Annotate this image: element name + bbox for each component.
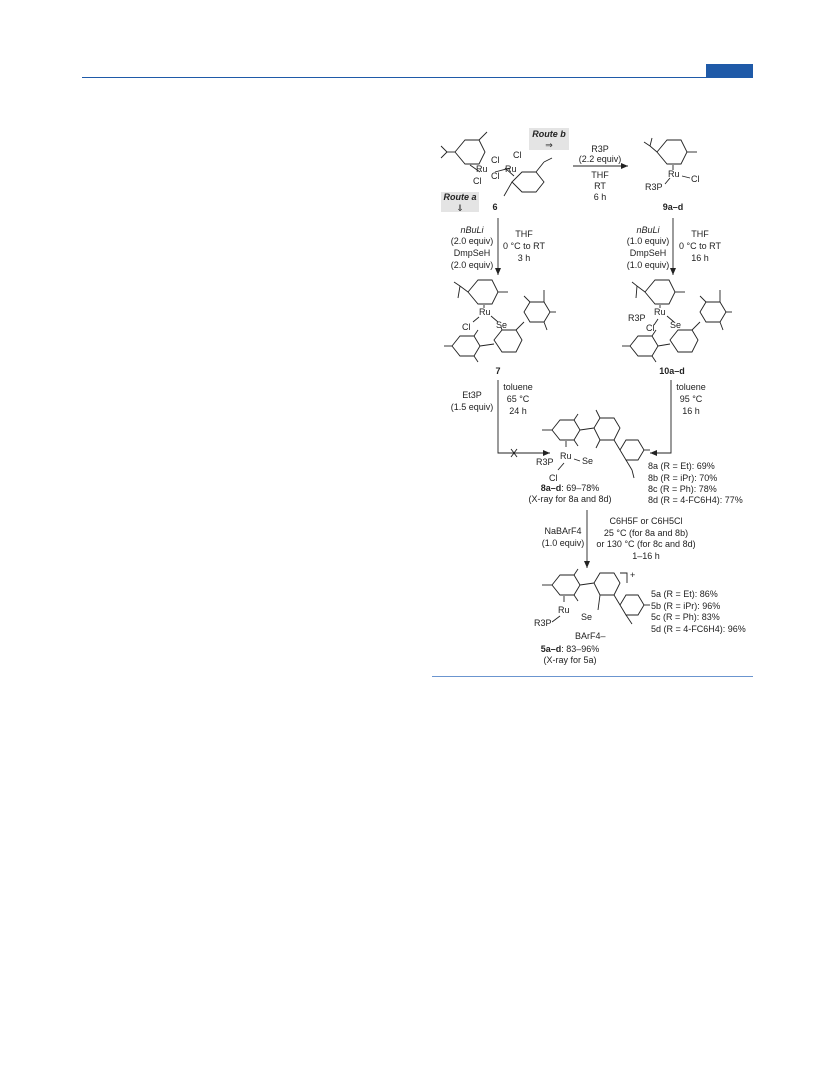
step-9-10-left-2: (1.0 equiv) xyxy=(626,236,670,246)
compound-5-caption xyxy=(541,644,600,654)
compound-8-cl: Cl xyxy=(549,473,558,483)
step-6-7-right-3: 3 h xyxy=(517,253,531,263)
route-b-reagent-1: R3P xyxy=(591,144,609,154)
step-8-left-1: NaBArF4 xyxy=(544,526,582,536)
step-6-7-right-1: THF xyxy=(515,229,533,239)
yield-5c: 5c (R = Ph): 83% xyxy=(651,612,720,622)
compound-5-r3p: R3P xyxy=(534,618,552,628)
compound-8-r3p: R3P xyxy=(536,457,554,467)
step-9-10-right-1: THF xyxy=(691,229,709,239)
compound-9-label: 9a–d xyxy=(662,202,684,212)
step-9-10-right-2: 0 °C to RT xyxy=(679,241,721,251)
step-9-10-right-3: 16 h xyxy=(691,253,709,263)
compound-10-se: Se xyxy=(670,320,682,330)
compound-8-se: Se xyxy=(582,456,594,466)
step-8-right-3: or 130 °C (for 8c and 8d) xyxy=(596,539,696,549)
compound-10-cl: Cl xyxy=(646,323,655,333)
compound-8-label: 8a–d xyxy=(540,483,562,493)
compound-8-yield: : 69–78% xyxy=(561,483,600,493)
charge-bracket xyxy=(620,573,627,583)
yield-8a: 8a (R = Et): 69% xyxy=(648,461,715,471)
compound-6-ru2: Ru xyxy=(505,164,517,174)
compound-7-cl: Cl xyxy=(462,322,471,332)
compound-5-ru: Ru xyxy=(558,605,570,615)
yield-5b: 5b (R = iPr): 96% xyxy=(651,601,721,611)
compound-8-xray: (X-ray for 8a and 8d) xyxy=(528,494,612,504)
step-8-left-2: (1.0 equiv) xyxy=(541,538,585,548)
step-7-right-2: 65 °C xyxy=(506,394,530,404)
compound-7-ru: Ru xyxy=(479,307,491,317)
step-8-right-1: C6H5F or C6H5Cl xyxy=(609,516,683,526)
scheme-bottom-rule xyxy=(432,676,753,677)
compound-6-ru1: Ru xyxy=(476,164,488,174)
step-8-right-2: 25 °C (for 8a and 8b) xyxy=(603,528,689,538)
compound-6-cl1: Cl xyxy=(491,155,500,165)
compound-9-r3p: R3P xyxy=(645,182,663,192)
route-b-reagent-5: 6 h xyxy=(593,192,607,202)
compound-5-yield: : 83–96% xyxy=(561,644,600,654)
compound-7-se: Se xyxy=(496,320,508,330)
step-7-right-1: toluene xyxy=(503,382,533,392)
step-7-left-1: Et3P xyxy=(462,390,482,400)
step-9-10-left-4: (1.0 equiv) xyxy=(626,260,670,270)
route-b-reagent-4: RT xyxy=(594,181,606,191)
compound-5-label: 5a–d xyxy=(540,644,562,654)
route-a-label: Route a xyxy=(443,192,477,202)
route-b-reagent-2: (2.2 equiv) xyxy=(578,154,622,164)
compound-7-label: 7 xyxy=(495,366,501,376)
compound-10-r3p: R3P xyxy=(628,313,646,323)
compound-8-caption xyxy=(541,483,600,493)
compound-8-ru: Ru xyxy=(560,451,572,461)
yield-8c: 8c (R = Ph): 78% xyxy=(648,484,717,494)
compound-5-se: Se xyxy=(581,612,593,622)
step-6-7-left-1: nBuLi xyxy=(460,225,484,235)
compound-5-xray: (X-ray for 5a) xyxy=(543,655,597,665)
step-8-right-4: 1–16 h xyxy=(632,551,660,561)
route-a-arrow: ⇓ xyxy=(456,203,464,213)
step-10-right-2: 95 °C xyxy=(679,394,703,404)
compound-10-label: 10a–d xyxy=(659,366,685,376)
compound-5-anion: BArF4– xyxy=(575,631,606,641)
step-10-right-3: 16 h xyxy=(682,406,700,416)
yield-8b: 8b (R = iPr): 70% xyxy=(648,473,718,483)
compound-5-charge: + xyxy=(630,570,636,580)
step-6-7-left-2: (2.0 equiv) xyxy=(450,236,494,246)
compound-6-cl4: Cl xyxy=(473,176,482,186)
yield-5a: 5a (R = Et): 86% xyxy=(651,589,718,599)
route-b-reagent-3: THF xyxy=(591,170,609,180)
compound-6-cl2: Cl xyxy=(491,171,500,181)
arrow-10-to-8 xyxy=(650,380,671,453)
compound-9-ru: Ru xyxy=(668,169,680,179)
compound-9-cl: Cl xyxy=(691,174,700,184)
step-6-7-left-4: (2.0 equiv) xyxy=(450,260,494,270)
step-6-7-right-2: 0 °C to RT xyxy=(503,241,545,251)
yield-5d: 5d (R = 4-FC6H4): 96% xyxy=(651,624,746,634)
step-9-10-left-1: nBuLi xyxy=(636,225,660,235)
compound-6-label: 6 xyxy=(492,202,498,212)
route-b-label: Route b xyxy=(532,129,566,139)
step-10-right-1: toluene xyxy=(676,382,706,392)
compound-6-cl3: Cl xyxy=(513,150,522,160)
step-6-7-left-3: DmpSeH xyxy=(453,248,491,258)
step-7-right-3: 24 h xyxy=(509,406,527,416)
route-b-arrow: ⇒ xyxy=(545,140,553,150)
compound-10-ru: Ru xyxy=(654,307,666,317)
step-7-left-2: (1.5 equiv) xyxy=(450,402,494,412)
yield-8d: 8d (R = 4-FC6H4): 77% xyxy=(648,495,743,505)
compound-8-structure xyxy=(542,410,650,478)
step-9-10-left-3: DmpSeH xyxy=(629,248,667,258)
